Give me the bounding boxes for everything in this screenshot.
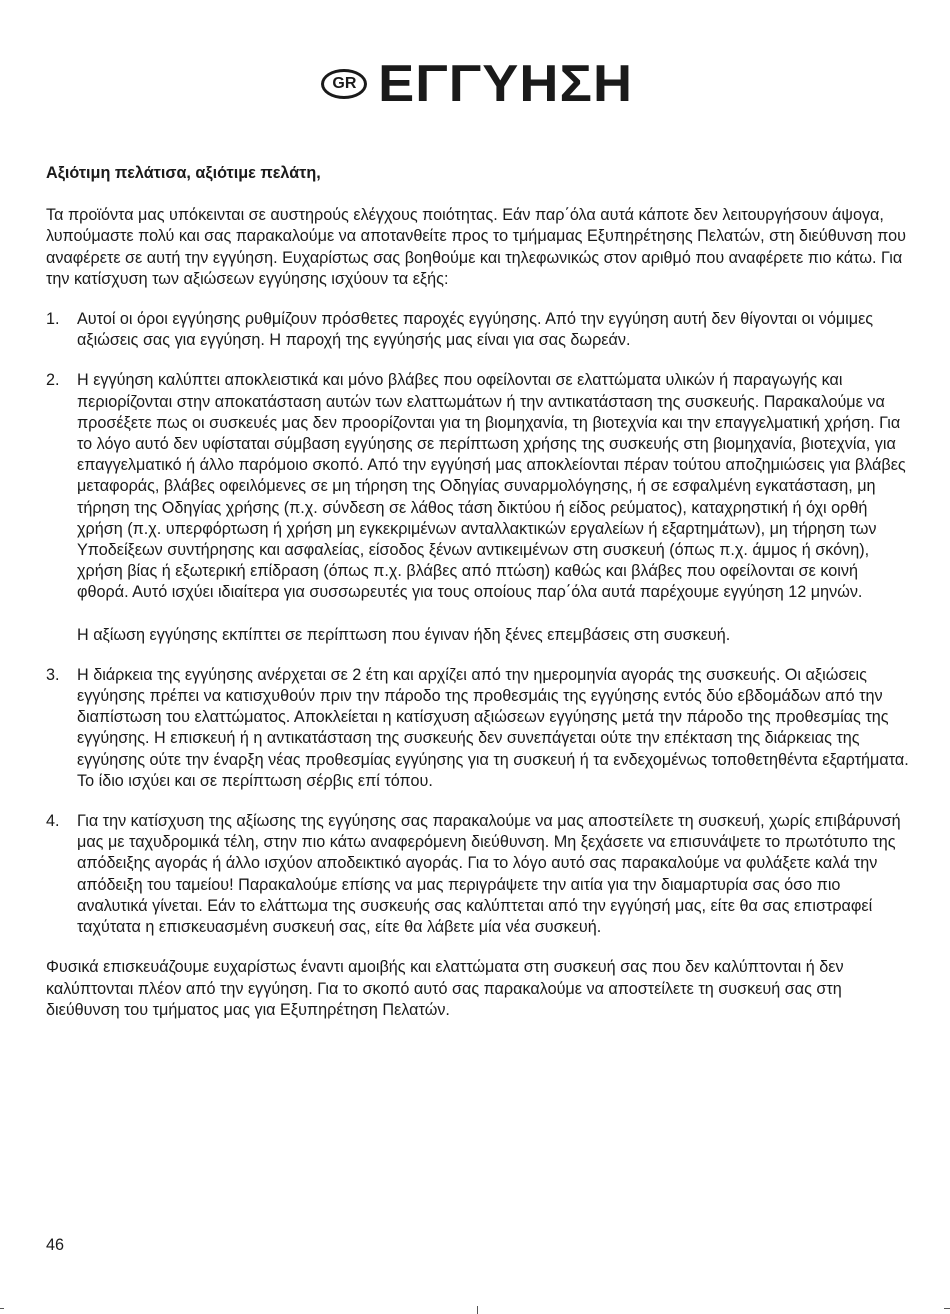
crop-mark-center — [477, 1306, 478, 1314]
list-item-number: 4. — [46, 812, 60, 831]
list-item — [46, 309, 910, 351]
list-item-subtext: Η αξίωση εγγύησης εκπίπτει σε περίπτωση που έγιναν ήδη ξένες επεμβάσεις στη συσκευή. — [77, 625, 731, 644]
crop-mark-left — [0, 1308, 4, 1309]
country-badge: GR — [321, 69, 367, 99]
list-item-number: 1. — [46, 310, 60, 329]
list-item — [46, 811, 910, 938]
page-number: 46 — [46, 1236, 65, 1254]
list-item-text: Αυτοί οι όροι εγγύησης ρυθμίζουν πρόσθετες παροχές εγγύησης. Από την εγγύηση αυτή δεν θίγονται οι νόμιμες αξιώσεις σας για εγγύηση. Η παροχή της εγγύησής μας είναι για σας δωρεάν. — [77, 310, 874, 350]
page-title: ΕΓΓΥΗΣΗ — [378, 55, 634, 113]
list-item-text: Για την κατίσχυση της αξίωσης της εγγύησης σας παρακαλούμε να μας αποστείλετε τη συσκευή, χωρίς επιβάρυνσή μας με ταχυδρομικά τέλη, στην πιο κάτω αναφερόμενη διεύθυνση. Μη ξεχάσετε να επισυνάψετε το πρωτότυπο της απόδειξης αγοράς ή άλλο ισχύον αποδεικτικό αγοράς. Για το λόγο αυτό σας παρακαλούμε να φυλάξετε καλά την απόδειξη του ταμείου! Παρακαλούμε επίσης να μας περιγράψετε την αιτία για την διαμαρτυρία σας όσο πιο αναλυτικά γίνεται. Εάν το ελάττωμα της συσκευής σας καλύπτεται από την εγγύησή μας, είτε θα σας επιστραφεί ταχύτατα η επισκευασμένη συσκευή σας, είτε θα λάβετε μία νέα συσκευή. — [77, 812, 901, 937]
list-item-number: 3. — [46, 665, 60, 684]
document-body — [46, 163, 910, 1040]
list-item — [46, 665, 910, 792]
intro-paragraph: Τα προϊόντα μας υπόκεινται σε αυστηρούς ελέγχους ποιότητας. Εάν παρ΄όλα αυτά κάποτε δεν λειτουργήσουν άψογα, λυπούμαστε πολύ και σας παρακαλούμε να αποτανθείτε προς το τμήμαμας Εξυπηρέτησης Πελατών, στη διεύθυνση που αναφέρετε σε αυτή την εγγύηση. Ευχαρίστως σας βοηθούμε και τηλεφωνικώς στον αριθμό που αναφέρετε πιο κάτω. Για την κατίσχυση των αξιώσεων εγγύησης ισχύουν τα εξής: — [46, 206, 906, 288]
list-item-number: 2. — [46, 371, 60, 390]
crop-mark-right — [944, 1308, 950, 1309]
list-item — [46, 370, 910, 645]
list-item-text: Η διάρκεια της εγγύησης ανέρχεται σε 2 έτη και αρχίζει από την ημερομηνία αγοράς της συσκευής. Οι αξιώσεις εγγύησης πρέπει να κατισχυθούν πριν την πάροδο της προθεσμάις της εγγύησης εντός δύο εβδομάδων από την διαπίστωση του ελαττώματος. Αποκλείεται η κατίσχυση αξιώσεων εγγύησης μετά την πάροδο της προθεσμίας της εγγύησης. Η επισκευή ή η αντικατάσταση της συσκευής δεν συνεπάγεται ούτε την επέκταση της διάρκειας της εγγύησης ούτε την έναρξη νέας προθεσμίας εγγύησης για τη συσκευή ή τα ενδεχομένως τοποθετηθέντα εξαρτήματα. Το ίδιο ισχύει και σε περίπτωση σέρβις επί τόπου. — [77, 665, 909, 790]
closing-paragraph: Φυσικά επισκευάζουμε ευχαρίστως έναντι αμοιβής και ελαττώματα στη συσκευή σας που δεν καλύπτονται ή δεν καλύπτονται πλέον από την εγγύηση. Για το σκοπό αυτό σας παρακαλούμε να αποστείλετε τη συσκευή σας στη διεύθυνση του τμήματος μας για Εξυπηρέτηση Πελατών. — [46, 958, 844, 1019]
salutation: Αξιότιμη πελάτισα, αξιότιμε πελάτη, — [46, 164, 321, 182]
list-item-text: Η εγγύηση καλύπτει αποκλειστικά και μόνο βλάβες που οφείλονται σε ελαττώματα υλικών ή παραγωγής και περιορίζονται στην αποκατάσταση αυτών των ελαττωμάτων ή την αντικατάσταση της συσκευής. Παρακαλούμε να προσέξετε πως οι συσκευές μας δεν προορίζονται για τη βιομηχανία, τη βιοτεχνία και την επαγγελματική χρήση. Για το λόγο αυτό δεν υφίσταται σύμβαση εγγύησης σε περίπτωση χρήσης της συσκευής στη βιομηχανία, βιοτεχνία, για επαγγελματικό ή άλλο παρόμοιο σκοπό. Από την εγγύησή μας αποκλείονται πέραν τούτου αποζημιώσεις για βλάβες μεταφοράς, βλάβες οφειλόμενες σε μη τήρηση της Οδηγίας συναρμολόγησης, ή σε εσφαλμένη εγκατάσταση, μη τήρηση της Οδηγίας χρήσης (π.χ. σύνδεση σε λάθος τάση δικτύου ή είδος ρεύματος), καταχρηστική ή όχι ορθή χρήση (π.χ. υπερφόρτωση ή χρήση μη εγκεκριμένων ανταλλακτικών εργαλείων ή εξαρτημάτων), μη τήρηση των Υποδείξεων συντήρησης και ασφαλείας, είσοδος ξένων αντικειμένων στη συσκευή (όπως π.χ. άμμος ή σκόνη), χρήση βίας ή εξωτερική επίδραση (όπως π.χ. βλάβες από πτώση) καθώς και βλάβες που οφείλονται σε κοινή φθορά. Αυτό ισχύει ιδιαίτερα για συσσωρευτές για τους οποίους παρ΄όλα αυτά παρέχουμε εγγύηση 12 μηνών. — [77, 371, 906, 602]
page-header — [0, 52, 950, 116]
